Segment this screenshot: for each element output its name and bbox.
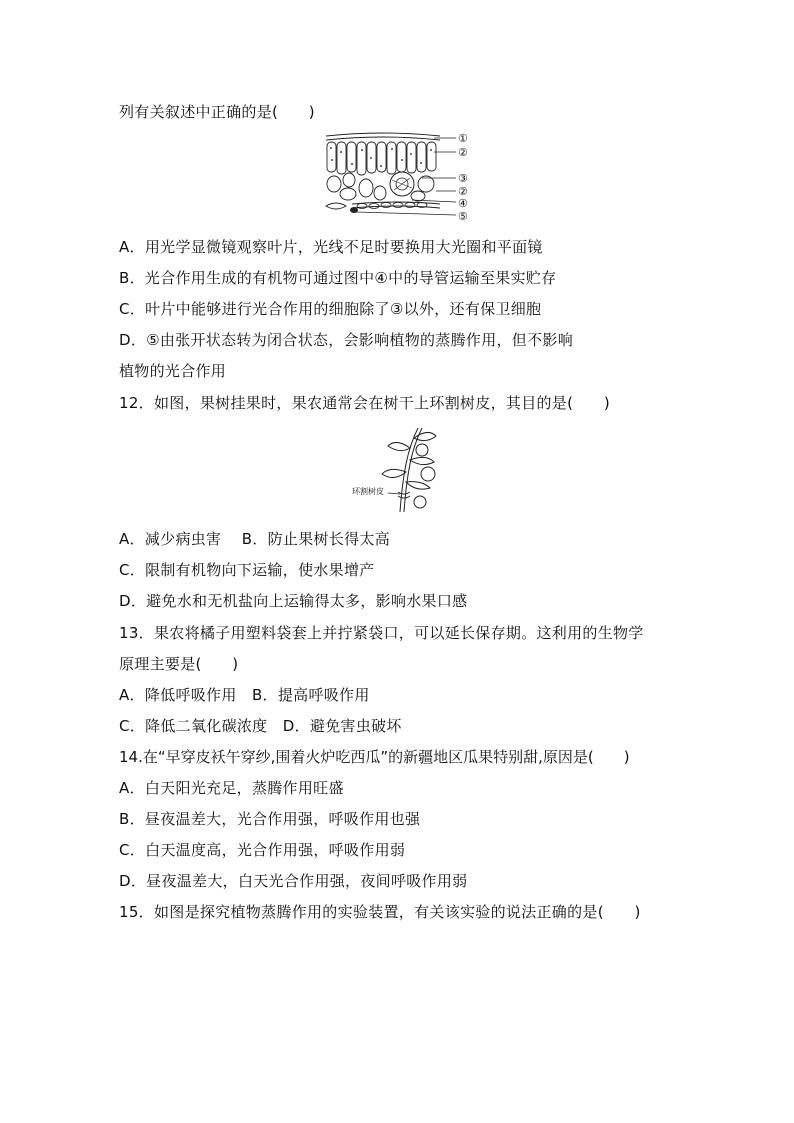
label-2: ② [458,146,468,159]
leaf-figure-labels [322,130,478,226]
q12-stem: 12．如图，果树挂果时，果农通常会在树干上环割树皮，其目的是( ) [119,394,610,412]
q13-options-ab: A．降低呼吸作用 B．提高呼吸作用 [119,686,370,704]
q14-option-c: C．白天温度高，光合作用强，呼吸作用弱 [119,841,406,859]
label-5: ⑤ [458,210,468,223]
fruit-branch-drawing [348,424,444,514]
leaf-cross-section-figure [322,130,478,226]
label-4: ④ [458,197,468,210]
label-2b: ② [458,185,468,198]
q14-stem: 14.在“早穿皮袄午穿纱,围着火炉吃西瓜”的新疆地区瓜果特别甜,原因是( ) [119,748,630,766]
q11-option-d-line2: 植物的光合作用 [119,362,227,380]
q13-stem-line1: 13．果农将橘子用塑料袋套上并拧紧袋口，可以延长保存期。这利用的生物学 [119,624,644,642]
q14-option-b: B．昼夜温差大，光合作用强，呼吸作用也强 [119,810,421,828]
q11-option-d-line1: D．⑤由张开状态转为闭合状态，会影响植物的蒸腾作用，但不影响 [119,331,574,349]
girdling-label: 环割树皮 [352,487,384,496]
label-3: ③ [458,172,468,185]
q11-stem: 列有关叙述中正确的是( ) [119,103,315,121]
q13-options-cd: C．降低二氧化碳浓度 D．避免害虫破坏 [119,717,402,735]
q11-option-a: A．用光学显微镜观察叶片，光线不足时要换用大光圈和平面镜 [119,238,543,256]
q15-stem: 15．如图是探究植物蒸腾作用的实验装置，有关该实验的说法正确的是( ) [119,903,641,921]
q13-stem-line2: 原理主要是( ) [119,655,239,673]
q11-option-b: B．光合作用生成的有机物可通过图中④中的导管运输至果实贮存 [119,269,557,287]
label-1: ① [458,132,468,145]
fruit-tree-girdling-figure [348,424,444,514]
q11-option-c: C．叶片中能够进行光合作用的细胞除了③以外，还有保卫细胞 [119,300,542,318]
q14-option-a: A．白天阳光充足，蒸腾作用旺盛 [119,779,344,797]
q14-option-d: D．昼夜温差大，白天光合作用强，夜间呼吸作用弱 [119,872,468,890]
q12-option-c: C．限制有机物向下运输，使水果增产 [119,561,375,579]
q12-option-d: D．避免水和无机盐向上运输得太多，影响水果口感 [119,592,468,610]
q12-options-ab: A．减少病虫害 B．防止果树长得太高 [119,530,391,548]
